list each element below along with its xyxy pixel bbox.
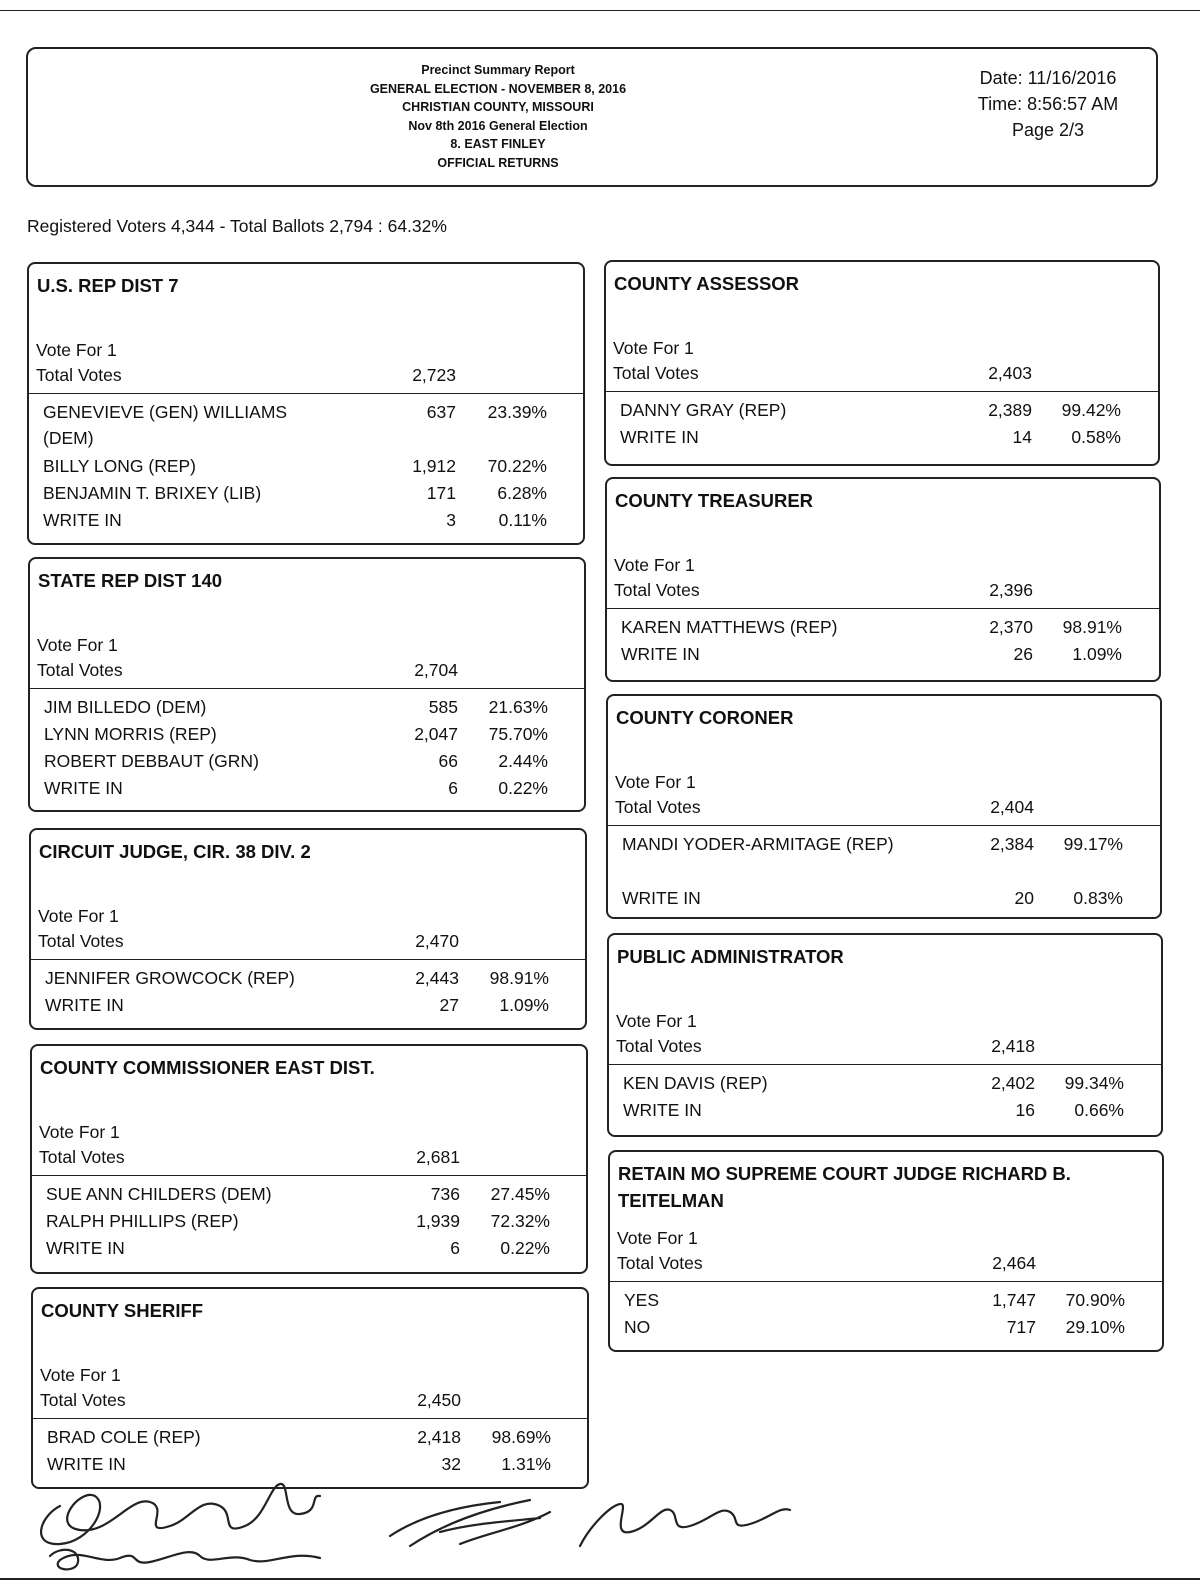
total-votes-label: Total Votes [36, 365, 122, 385]
race-title: COUNTY TREASURER [615, 490, 814, 511]
candidate-name: WRITE IN [623, 1100, 702, 1120]
candidate-votes: 2,389 [988, 400, 1032, 420]
race-divider [31, 959, 585, 960]
candidate-row [29, 453, 583, 480]
candidate-row [31, 965, 585, 992]
report-meta [948, 65, 1148, 143]
candidate-votes: 20 [1014, 888, 1034, 908]
candidate-row [608, 831, 1160, 885]
candidate-votes: 736 [430, 1184, 460, 1204]
candidate-percent: 99.34% [1064, 1073, 1124, 1093]
total-votes-value: 2,418 [991, 1036, 1035, 1056]
race-divider [609, 1064, 1161, 1065]
candidate-votes: 66 [438, 751, 458, 771]
race-box [605, 477, 1161, 682]
total-votes-label: Total Votes [40, 1390, 126, 1410]
vote-for-label: Vote For 1 [37, 635, 118, 655]
race-box [607, 933, 1163, 1137]
total-votes-value: 2,403 [988, 363, 1032, 383]
candidate-name: KAREN MATTHEWS (REP) [621, 617, 838, 637]
candidate-votes: 6 [448, 778, 458, 798]
total-votes-label: Total Votes [613, 363, 699, 383]
total-votes-value: 2,470 [415, 931, 459, 951]
header-line: GENERAL ELECTION - NOVEMBER 8, 2016 [369, 81, 627, 96]
candidate-name: WRITE IN [44, 778, 123, 798]
race-divider [606, 391, 1158, 392]
candidate-row [29, 507, 583, 534]
candidate-row [608, 885, 1160, 912]
candidate-row [30, 748, 584, 775]
candidate-name: ROBERT DEBBAUT (GRN) [44, 751, 259, 771]
candidate-votes: 2,402 [991, 1073, 1035, 1093]
candidate-percent: 1.31% [501, 1454, 551, 1474]
race-title: COUNTY SHERIFF [41, 1300, 204, 1321]
vote-for-label: Vote For 1 [615, 772, 696, 792]
candidate-votes: 637 [426, 402, 456, 422]
vote-for-label: Vote For 1 [617, 1228, 698, 1248]
total-votes-label: Total Votes [37, 660, 123, 680]
candidate-name: JIM BILLEDO (DEM) [44, 697, 207, 717]
candidate-name: YES [624, 1290, 660, 1310]
candidate-name: SUE ANN CHILDERS (DEM) [46, 1184, 272, 1204]
candidate-votes: 26 [1013, 644, 1033, 664]
candidate-votes: 2,047 [414, 724, 458, 744]
candidate-percent: 70.22% [487, 456, 547, 476]
candidate-percent: 0.22% [500, 1238, 550, 1258]
total-votes-label: Total Votes [616, 1036, 702, 1056]
race-box [606, 694, 1162, 919]
candidate-votes: 2,443 [415, 968, 459, 988]
candidate-name: WRITE IN [622, 888, 701, 908]
candidate-row [30, 775, 584, 802]
top-rule [0, 10, 1200, 11]
total-votes-label: Total Votes [617, 1253, 703, 1273]
candidate-row [609, 1070, 1161, 1097]
candidate-votes: 2,384 [990, 834, 1034, 854]
race-box [27, 262, 585, 545]
race-divider [608, 825, 1160, 826]
candidate-percent: 21.63% [488, 697, 548, 717]
report-header [26, 47, 1158, 187]
candidate-name: WRITE IN [45, 995, 124, 1015]
header-line: Precinct Summary Report [421, 63, 575, 77]
candidate-percent: 0.66% [1074, 1100, 1124, 1120]
race-box [29, 828, 587, 1030]
race-title: COUNTY CORONER [616, 707, 794, 728]
candidate-votes: 2,418 [417, 1427, 461, 1447]
header-line: Nov 8th 2016 General Election [408, 118, 588, 133]
bottom-rule [0, 1578, 1200, 1580]
candidate-percent: 23.39% [487, 402, 547, 422]
candidate-name: JENNIFER GROWCOCK (REP) [45, 968, 295, 988]
total-votes-value: 2,464 [992, 1253, 1036, 1273]
candidate-row [607, 641, 1159, 668]
candidate-name: BRAD COLE (REP) [47, 1427, 201, 1447]
vote-for-label: Vote For 1 [40, 1365, 121, 1385]
candidate-row [610, 1287, 1162, 1314]
race-divider [607, 608, 1159, 609]
race-box [604, 260, 1160, 466]
race-title: PUBLIC ADMINISTRATOR [617, 946, 844, 967]
race-title: COUNTY ASSESSOR [614, 273, 800, 294]
race-divider [32, 1175, 586, 1176]
candidate-percent: 99.42% [1061, 400, 1121, 420]
candidate-row [29, 480, 583, 507]
total-votes-value: 2,681 [416, 1147, 460, 1167]
candidate-row [30, 694, 584, 721]
candidate-percent: 6.28% [497, 483, 547, 503]
candidate-row [609, 1097, 1161, 1124]
candidate-name: BENJAMIN T. BRIXEY (LIB) [43, 483, 262, 503]
candidate-votes: 1,912 [412, 456, 456, 476]
candidate-name: DANNY GRAY (REP) [620, 400, 787, 420]
candidate-percent: 29.10% [1065, 1317, 1125, 1337]
candidate-name: WRITE IN [621, 644, 700, 664]
candidate-row [606, 397, 1158, 424]
candidate-percent: 0.11% [498, 510, 547, 530]
candidate-votes: 1,747 [992, 1290, 1036, 1310]
candidate-votes: 171 [426, 483, 456, 503]
total-votes-label: Total Votes [39, 1147, 125, 1167]
candidate-name: GENEVIEVE (GEN) WILLIAMS (DEM) [43, 402, 288, 448]
race-title: COUNTY COMMISSIONER EAST DIST. [40, 1057, 375, 1078]
race-divider [30, 688, 584, 689]
total-votes-label: Total Votes [38, 931, 124, 951]
vote-for-label: Vote For 1 [39, 1122, 120, 1142]
candidate-name: KEN DAVIS (REP) [623, 1073, 768, 1093]
race-title: CIRCUIT JUDGE, CIR. 38 DIV. 2 [39, 841, 311, 862]
total-votes-value: 2,450 [417, 1390, 461, 1410]
race-title: RETAIN MO SUPREME COURT JUDGE RICHARD B. TEITELMAN [618, 1163, 1071, 1211]
candidate-row [607, 614, 1159, 641]
total-votes-value: 2,396 [989, 580, 1033, 600]
total-votes-label: Total Votes [614, 580, 700, 600]
candidate-name: BILLY LONG (REP) [43, 456, 197, 476]
candidate-votes: 717 [1006, 1317, 1036, 1337]
vote-for-label: Vote For 1 [614, 555, 695, 575]
candidate-row [32, 1235, 586, 1262]
candidate-row [610, 1314, 1162, 1341]
candidate-votes: 14 [1012, 427, 1032, 447]
candidate-row [33, 1424, 587, 1451]
candidate-percent: 70.90% [1065, 1290, 1125, 1310]
race-box [31, 1287, 589, 1489]
report-date: Date: 11/16/2016 [979, 68, 1117, 88]
race-title: U.S. REP DIST 7 [37, 275, 179, 296]
candidate-percent: 99.17% [1063, 834, 1123, 854]
candidate-row [32, 1181, 586, 1208]
report-time: Time: 8:56:57 AM [977, 94, 1119, 114]
vote-for-label: Vote For 1 [613, 338, 694, 358]
total-votes-value: 2,404 [990, 797, 1034, 817]
candidate-percent: 0.22% [498, 778, 548, 798]
report-title-block [268, 61, 728, 172]
race-box [30, 1044, 588, 1274]
candidate-percent: 75.70% [488, 724, 548, 744]
candidate-votes: 27 [439, 995, 459, 1015]
candidate-row [606, 424, 1158, 451]
race-box [28, 557, 586, 812]
candidate-name: WRITE IN [46, 1238, 125, 1258]
candidate-percent: 98.69% [491, 1427, 551, 1447]
candidate-votes: 1,939 [416, 1211, 460, 1231]
race-divider [33, 1418, 587, 1419]
race-title: STATE REP DIST 140 [38, 570, 223, 591]
candidate-percent: 98.91% [489, 968, 549, 988]
race-divider [29, 393, 583, 394]
registered-voters-summary: Registered Voters 4,344 - Total Ballots 2,794 : 64.32% [27, 216, 447, 236]
header-line: OFFICIAL RETURNS [437, 155, 559, 170]
candidate-votes: 2,370 [989, 617, 1033, 637]
candidate-votes: 6 [450, 1238, 460, 1258]
candidate-percent: 1.09% [499, 995, 549, 1015]
candidate-name: RALPH PHILLIPS (REP) [46, 1211, 239, 1231]
candidate-percent: 27.45% [490, 1184, 550, 1204]
vote-for-label: Vote For 1 [36, 340, 117, 360]
race-divider [610, 1281, 1162, 1282]
candidate-votes: 585 [428, 697, 458, 717]
candidate-name: LYNN MORRIS (REP) [44, 724, 217, 744]
candidate-name: WRITE IN [43, 510, 122, 530]
candidate-percent: 2.44% [498, 751, 548, 771]
race-box [608, 1150, 1164, 1352]
candidate-row [30, 721, 584, 748]
candidate-name: MANDI YODER-ARMITAGE (REP) [622, 834, 894, 854]
total-votes-label: Total Votes [615, 797, 701, 817]
candidate-percent: 1.09% [1072, 644, 1122, 664]
signatures-image [20, 1466, 800, 1578]
candidate-name: NO [624, 1317, 651, 1337]
total-votes-value: 2,723 [412, 365, 456, 385]
candidate-votes: 32 [441, 1454, 461, 1474]
candidate-votes: 16 [1015, 1100, 1035, 1120]
candidate-percent: 0.83% [1073, 888, 1123, 908]
header-line: CHRISTIAN COUNTY, MISSOURI [402, 100, 594, 114]
candidate-percent: 0.58% [1071, 427, 1121, 447]
candidate-row [31, 992, 585, 1019]
vote-for-label: Vote For 1 [38, 906, 119, 926]
candidate-percent: 98.91% [1062, 617, 1122, 637]
candidate-name: WRITE IN [47, 1454, 126, 1474]
page-number: Page 2/3 [1011, 120, 1085, 140]
candidate-percent: 72.32% [490, 1211, 550, 1231]
candidate-votes: 3 [446, 510, 456, 530]
vote-for-label: Vote For 1 [616, 1011, 697, 1031]
total-votes-value: 2,704 [414, 660, 458, 680]
candidate-name: WRITE IN [620, 427, 699, 447]
header-line: 8. EAST FINLEY [450, 137, 546, 151]
candidate-row [32, 1208, 586, 1235]
candidate-row [29, 399, 583, 453]
